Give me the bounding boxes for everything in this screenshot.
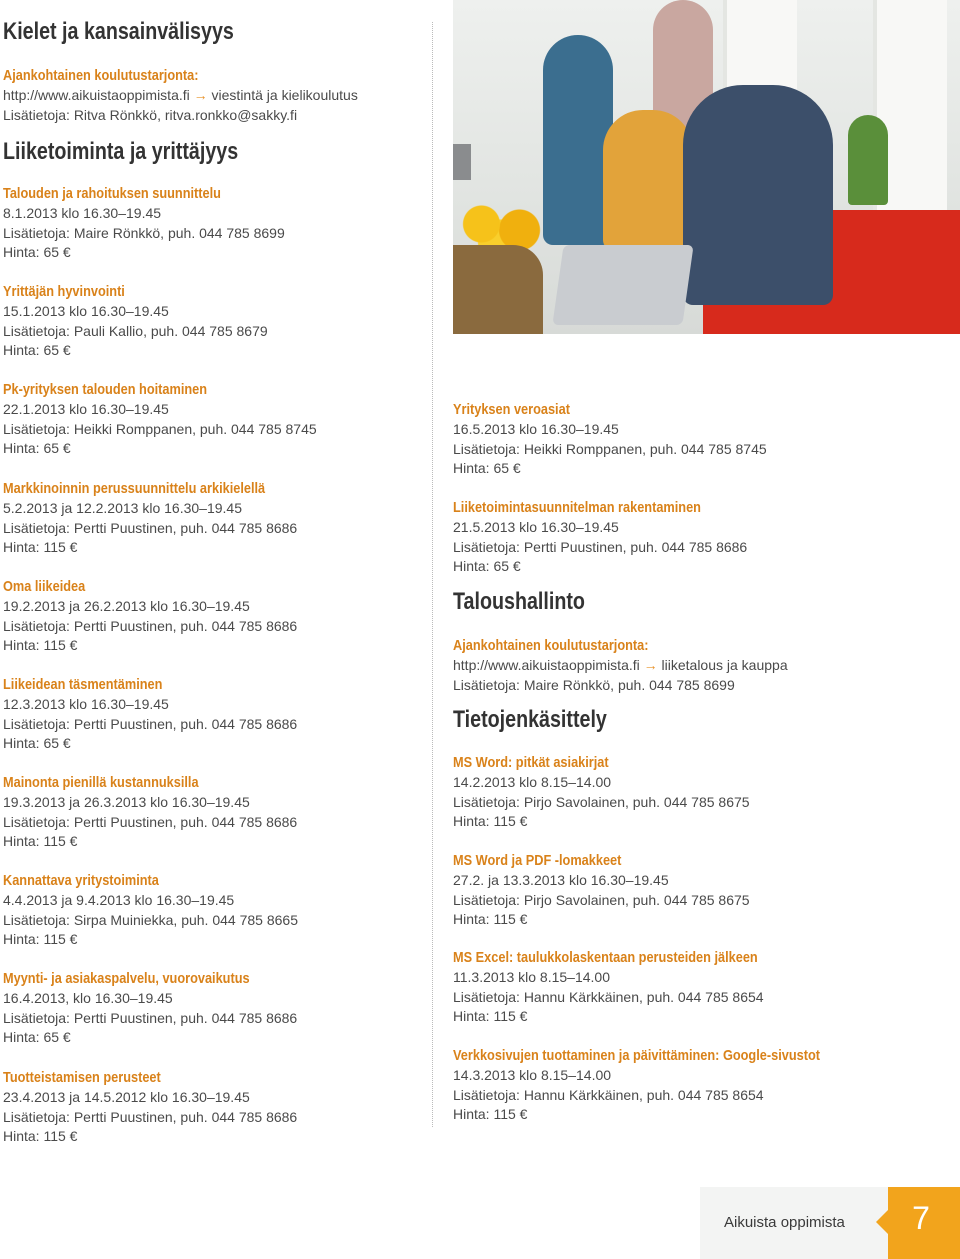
course-contact: Lisätietoja: Hannu Kärkkäinen, puh. 044 785 8654 — [453, 988, 764, 1005]
course-item — [3, 773, 297, 852]
offering-url-link[interactable]: http://www.aikuistaoppimista.fi — [3, 87, 190, 103]
course-item — [453, 498, 747, 577]
current-offering-title: Ajankohtainen koulutustarjonta: — [453, 637, 649, 654]
course-title: Kannattava yritystoiminta — [3, 872, 159, 889]
course-contact: Lisätietoja: Sirpa Muiniekka, puh. 044 785 8665 — [3, 911, 298, 928]
course-title: Talouden ja rahoituksen suunnittelu — [3, 185, 221, 202]
course-item — [453, 1046, 885, 1125]
course-date: 12.3.2013 klo 16.30–19.45 — [3, 696, 169, 712]
footer-brand: Aikuista oppimista — [724, 1214, 845, 1231]
course-contact: Lisätietoja: Hannu Kärkkäinen, puh. 044 785 8654 — [453, 1086, 764, 1103]
plant — [848, 115, 888, 205]
arrow-right-icon: → — [643, 657, 658, 673]
course-price: Hinta: 115 € — [3, 637, 78, 654]
course-contact: Lisätietoja: Pertti Puustinen, puh. 044 785 8686 — [3, 715, 298, 732]
course-date: 22.1.2013 klo 16.30–19.45 — [3, 401, 169, 417]
course-date: 19.2.2013 ja 26.2.2013 klo 16.30–19.45 — [3, 598, 250, 614]
course-contact: Lisätietoja: Pertti Puustinen, puh. 044 785 8686 — [3, 617, 298, 634]
offering-url-link[interactable]: http://www.aikuistaoppimista.fi — [453, 657, 640, 673]
course-item — [3, 479, 311, 558]
course-title: Liikeidean täsmentäminen — [3, 676, 163, 693]
course-title: Pk-yrityksen talouden hoitaminen — [3, 381, 208, 398]
section-title-business: Liiketoiminta ja yrittäjyys — [3, 138, 239, 165]
arrow-right-icon: → — [193, 87, 208, 103]
course-date: 15.1.2013 klo 16.30–19.45 — [3, 303, 169, 319]
course-item — [453, 400, 767, 479]
course-date: 16.4.2013, klo 16.30–19.45 — [3, 990, 173, 1006]
course-contact: Lisätietoja: Maire Rönkkö, puh. 044 785 8699 — [3, 224, 285, 241]
course-title: Tuotteistamisen perusteet — [3, 1069, 161, 1086]
current-offering-link-line — [3, 86, 358, 106]
course-price: Hinta: 115 € — [3, 1128, 78, 1145]
photo-edge-tab — [453, 144, 471, 180]
section-title-it: Tietojenkäsittely — [453, 706, 607, 733]
course-price: Hinta: 115 € — [453, 1106, 528, 1123]
course-contact: Lisätietoja: Ritva Rönkkö, ritva.ronkko@sakky.fi — [3, 106, 298, 123]
course-price: Hinta: 115 € — [453, 911, 528, 928]
course-title: Oma liikeidea — [3, 578, 86, 595]
course-price: Hinta: 65 € — [3, 440, 71, 457]
laptop — [552, 245, 693, 325]
course-date: 8.1.2013 klo 16.30–19.45 — [3, 205, 162, 221]
hero-photo — [453, 0, 960, 334]
course-item — [3, 1068, 297, 1147]
course-price: Hinta: 65 € — [3, 1029, 71, 1046]
column-divider — [432, 22, 433, 1127]
course-item — [3, 282, 268, 361]
course-date: 23.4.2013 ja 14.5.2012 klo 16.30–19.45 — [3, 1089, 250, 1105]
course-title: Markkinoinnin perussuunnittelu arkikielellä — [3, 480, 266, 497]
course-title: Mainonta pienillä kustannuksilla — [3, 774, 199, 791]
course-contact: Lisätietoja: Heikki Romppanen, puh. 044 785 8745 — [453, 440, 767, 457]
course-price: Hinta: 115 € — [453, 813, 528, 830]
course-title: Myynti- ja asiakaspalvelu, vuorovaikutus — [3, 970, 250, 987]
course-price: Hinta: 115 € — [453, 1008, 528, 1025]
course-price: Hinta: 65 € — [453, 460, 521, 477]
course-item — [3, 184, 285, 263]
course-date: 11.3.2013 klo 8.15–14.00 — [453, 969, 610, 985]
course-title: Liiketoimintasuunnitelman rakentaminen — [453, 499, 701, 516]
course-contact: Lisätietoja: Pirjo Savolainen, puh. 044 785 8675 — [453, 891, 750, 908]
course-item — [3, 969, 297, 1048]
person-seated-man — [683, 85, 833, 305]
course-title: Yrittäjän hyvinvointi — [3, 283, 125, 300]
course-date: 14.3.2013 klo 8.15–14.00 — [453, 1067, 612, 1083]
course-price: Hinta: 115 € — [3, 931, 78, 948]
course-date: 27.2. ja 13.3.2013 klo 16.30–19.45 — [453, 872, 669, 888]
offering-topic: liiketalous ja kauppa — [661, 657, 788, 673]
course-date: 5.2.2013 ja 12.2.2013 klo 16.30–19.45 — [3, 500, 242, 516]
course-date: 16.5.2013 klo 16.30–19.45 — [453, 421, 619, 437]
course-contact: Lisätietoja: Pertti Puustinen, puh. 044 785 8686 — [3, 519, 298, 536]
course-price: Hinta: 65 € — [3, 735, 71, 752]
course-date: 21.5.2013 klo 16.30–19.45 — [453, 519, 619, 535]
course-title: Yrityksen veroasiat — [453, 401, 570, 418]
course-price: Hinta: 65 € — [3, 244, 71, 261]
course-item — [453, 851, 750, 930]
course-contact: Lisätietoja: Pertti Puustinen, puh. 044 785 8686 — [3, 1009, 298, 1026]
course-price: Hinta: 115 € — [3, 539, 78, 556]
page-number: 7 — [912, 1200, 930, 1236]
course-contact: Lisätietoja: Heikki Romppanen, puh. 044 785 8745 — [3, 420, 317, 437]
current-offering-link-line — [453, 656, 788, 676]
course-contact: Lisätietoja: Pirjo Savolainen, puh. 044 785 8675 — [453, 793, 750, 810]
course-contact: Lisätietoja: Pauli Kallio, puh. 044 785 8679 — [3, 322, 268, 339]
person-seated-woman — [603, 110, 693, 250]
offering-topic: viestintä ja kielikoulutus — [211, 87, 358, 103]
course-contact: Lisätietoja: Pertti Puustinen, puh. 044 785 8686 — [453, 538, 748, 555]
course-title: MS Excel: taulukkolaskentaan perusteiden jälkeen — [453, 949, 758, 966]
course-contact: Lisätietoja: Pertti Puustinen, puh. 044 785 8686 — [3, 813, 298, 830]
course-date: 14.2.2013 klo 8.15–14.00 — [453, 774, 612, 790]
course-title: Verkkosivujen tuottaminen ja päivittäminen: Google-sivustot — [453, 1047, 820, 1064]
course-price: Hinta: 65 € — [3, 342, 71, 359]
course-date: 4.4.2013 ja 9.4.2013 klo 16.30–19.45 — [3, 892, 235, 908]
course-contact: Lisätietoja: Maire Rönkkö, puh. 044 785 8699 — [453, 676, 735, 693]
course-item — [3, 577, 297, 656]
course-item — [453, 753, 750, 832]
section-title-languages: Kielet ja kansainvälisyys — [3, 18, 234, 45]
course-contact: Lisätietoja: Pertti Puustinen, puh. 044 785 8686 — [3, 1108, 298, 1125]
flower-basket — [453, 245, 543, 334]
course-title: MS Word: pitkät asiakirjat — [453, 754, 609, 771]
current-offering-finance — [453, 636, 788, 695]
course-date: 19.3.2013 ja 26.3.2013 klo 16.30–19.45 — [3, 794, 250, 810]
course-price: Hinta: 65 € — [453, 558, 521, 575]
course-title: MS Word ja PDF -lomakkeet — [453, 852, 622, 869]
course-item — [453, 948, 811, 1027]
course-item — [3, 675, 297, 754]
course-item — [3, 871, 298, 950]
current-offering-languages — [3, 66, 358, 125]
section-title-finance: Taloushallinto — [453, 588, 585, 615]
course-item — [3, 380, 317, 459]
course-price: Hinta: 115 € — [3, 833, 78, 850]
current-offering-title: Ajankohtainen koulutustarjonta: — [3, 67, 199, 84]
